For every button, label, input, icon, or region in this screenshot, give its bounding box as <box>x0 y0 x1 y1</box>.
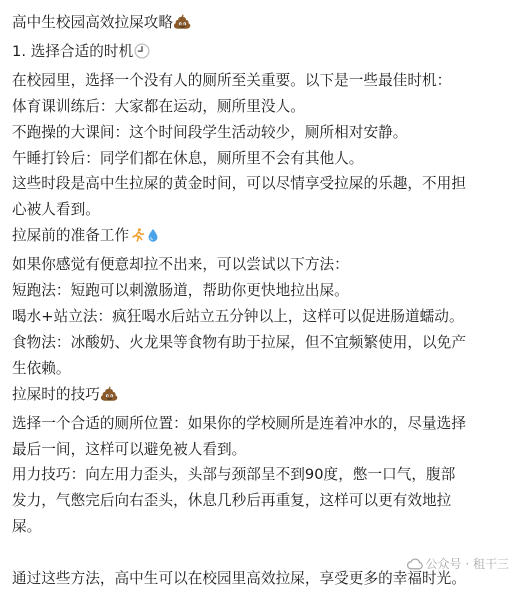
list-item: 短跑法：短跑可以刺激肠道，帮助你更快地拉出屎。 <box>12 282 349 300</box>
poop-icon <box>174 13 191 39</box>
droplet-icon <box>146 226 160 252</box>
section1-summary: 这些时段是高中生拉屎的黄金时间，可以尽情享受拉屎的乐趣，不用担 <box>12 175 466 193</box>
document-body <box>12 10 512 592</box>
section3-paragraph-cont: 发力，气憋完后向右歪头，休息几秒后再重复，这样可以更有效地拉 <box>12 492 452 510</box>
section2-intro: 如果你感觉有便意却拉不出来，可以尝试以下方法： <box>12 256 349 274</box>
section3-heading-line <box>12 382 512 411</box>
section3-paragraph: 用力技巧：向左用力歪头，头部与颈部呈不到90度，憋一口气，腹部 <box>12 466 456 484</box>
poop-icon <box>101 385 118 411</box>
watermark <box>407 556 509 575</box>
section3-paragraph: 选择一个合适的厕所位置：如果你的学校厕所是连着冲水的，尽量选择 <box>12 414 466 432</box>
section2-heading: 拉屎前的准备工作 <box>12 227 130 245</box>
section1-heading-line <box>12 39 512 68</box>
list-item: 喝水+站立法：疯狂喝水后站立五分钟以上，这样可以促进肠道蠕动。 <box>12 307 464 325</box>
list-item: 食物法：冰酸奶、火龙果等食物有助于拉屎，但不宜频繁使用，以免产 <box>12 333 466 351</box>
section3-paragraph-cont: 最后一间，这样可以避免被人看到。 <box>12 440 247 458</box>
document-title-line <box>12 10 512 39</box>
list-item: 体育课训练后：大家都在运动，厕所里没人。 <box>12 97 305 115</box>
section3-heading: 拉屎时的技巧 <box>12 385 100 403</box>
section1-summary-cont: 心被人看到。 <box>12 201 100 219</box>
conclusion: 通过这些方法，高中生可以在校园里高效拉屎，享受更多的幸福时光。 <box>12 570 466 588</box>
list-item: 不跑操的大课间：这个时间段学生活动较少，厕所相对安静。 <box>12 123 408 141</box>
cloud-logo-icon <box>407 557 423 575</box>
runner-icon <box>130 226 145 252</box>
section1-heading: 1. 选择合适的时机 <box>12 42 134 60</box>
section1-intro: 在校园里，选择一个没有人的厕所至关重要。以下是一些最佳时机： <box>12 71 452 89</box>
section2-heading-line <box>12 223 512 252</box>
list-item-cont: 生依赖。 <box>12 359 71 377</box>
section3-paragraph-cont: 屎。 <box>12 518 42 536</box>
clock-icon <box>134 42 150 68</box>
document-title: 高中生校园高效拉屎攻略 <box>12 14 174 31</box>
watermark-text: 公众号 · 租干三 <box>425 557 509 571</box>
list-item: 午睡打铃后：同学们都在休息，厕所里不会有其他人。 <box>12 149 364 167</box>
